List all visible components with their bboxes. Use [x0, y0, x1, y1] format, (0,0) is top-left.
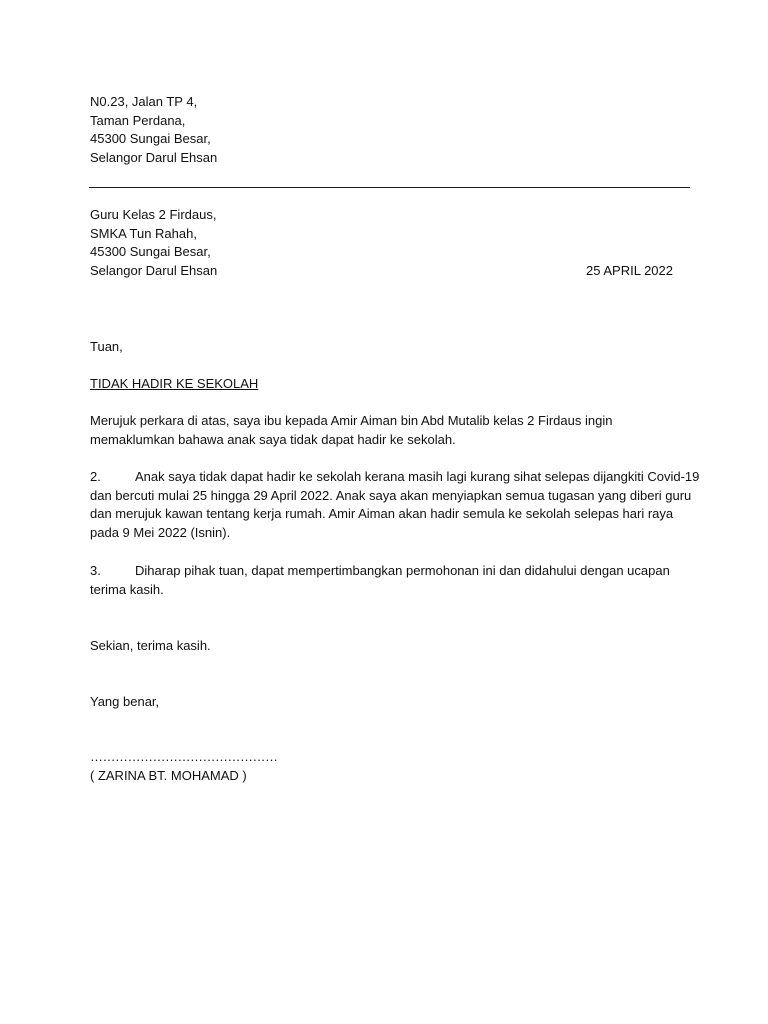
- paragraph-1: [90, 412, 690, 449]
- paragraph-3: [90, 562, 690, 599]
- paragraph-line: terima kasih.: [90, 581, 164, 597]
- paragraph-line: memaklumkan bahawa anak saya tidak dapat hadir ke sekolah.: [90, 431, 456, 447]
- closing-remark: Sekian, terima kasih.: [90, 638, 211, 653]
- recipient-address: [90, 206, 217, 281]
- paragraph-2: [90, 468, 700, 543]
- recipient-address-line: Selangor Darul Ehsan: [90, 263, 218, 279]
- paragraph-line: Merujuk perkara di atas, saya ibu kepada Amir Aiman bin Abd Mutalib kelas 2 Firdaus ingin: [90, 413, 613, 428]
- paragraph-text: Diharap pihak tuan, dapat mempertimbangkan permohonan ini dan didahului dengan ucapan: [135, 563, 670, 578]
- paragraph-number: 2.: [90, 469, 101, 484]
- paragraph-line: dan bercuti mulai 25 hingga 29 April 2022. Anak saya akan menyiapkan semua tugasan yang diberi guru: [90, 487, 692, 503]
- paragraph-number: 3.: [90, 563, 101, 578]
- recipient-address-line: 45300 Sungai Besar,: [90, 244, 211, 260]
- signatory-name: ( ZARINA BT. MOHAMAD ): [90, 768, 247, 783]
- letter-subject: TIDAK HADIR KE SEKOLAH: [90, 376, 259, 391]
- recipient-address-line: Guru Kelas 2 Firdaus,: [90, 207, 217, 222]
- header-divider: [89, 187, 690, 188]
- paragraph-text: Anak saya tidak dapat hadir ke sekolah kerana masih lagi kurang sihat selepas dijangkiti Covid-19: [135, 469, 700, 484]
- sign-off: Yang benar,: [90, 694, 160, 709]
- sender-address-line: N0.23, Jalan TP 4,: [90, 94, 198, 109]
- sender-address: [90, 93, 217, 168]
- paragraph-line: dan merujuk kawan tentang kerja rumah. Amir Aiman akan hadir semula ke sekolah selepas hari raya: [90, 506, 674, 522]
- recipient-address-line: SMKA Tun Rahah,: [90, 225, 197, 241]
- paragraph-line: pada 9 Mei 2022 (Isnin).: [90, 525, 231, 541]
- paragraph-first-line: [90, 468, 700, 487]
- paragraph-first-line: [90, 562, 690, 581]
- letter-date: 25 APRIL 2022: [586, 263, 673, 278]
- signature-line: ………………………………………: [90, 749, 278, 764]
- sender-address-line: Taman Perdana,: [90, 112, 186, 128]
- sender-address-line: 45300 Sungai Besar,: [90, 131, 211, 147]
- sender-address-line: Selangor Darul Ehsan: [90, 150, 218, 166]
- salutation: Tuan,: [90, 339, 123, 354]
